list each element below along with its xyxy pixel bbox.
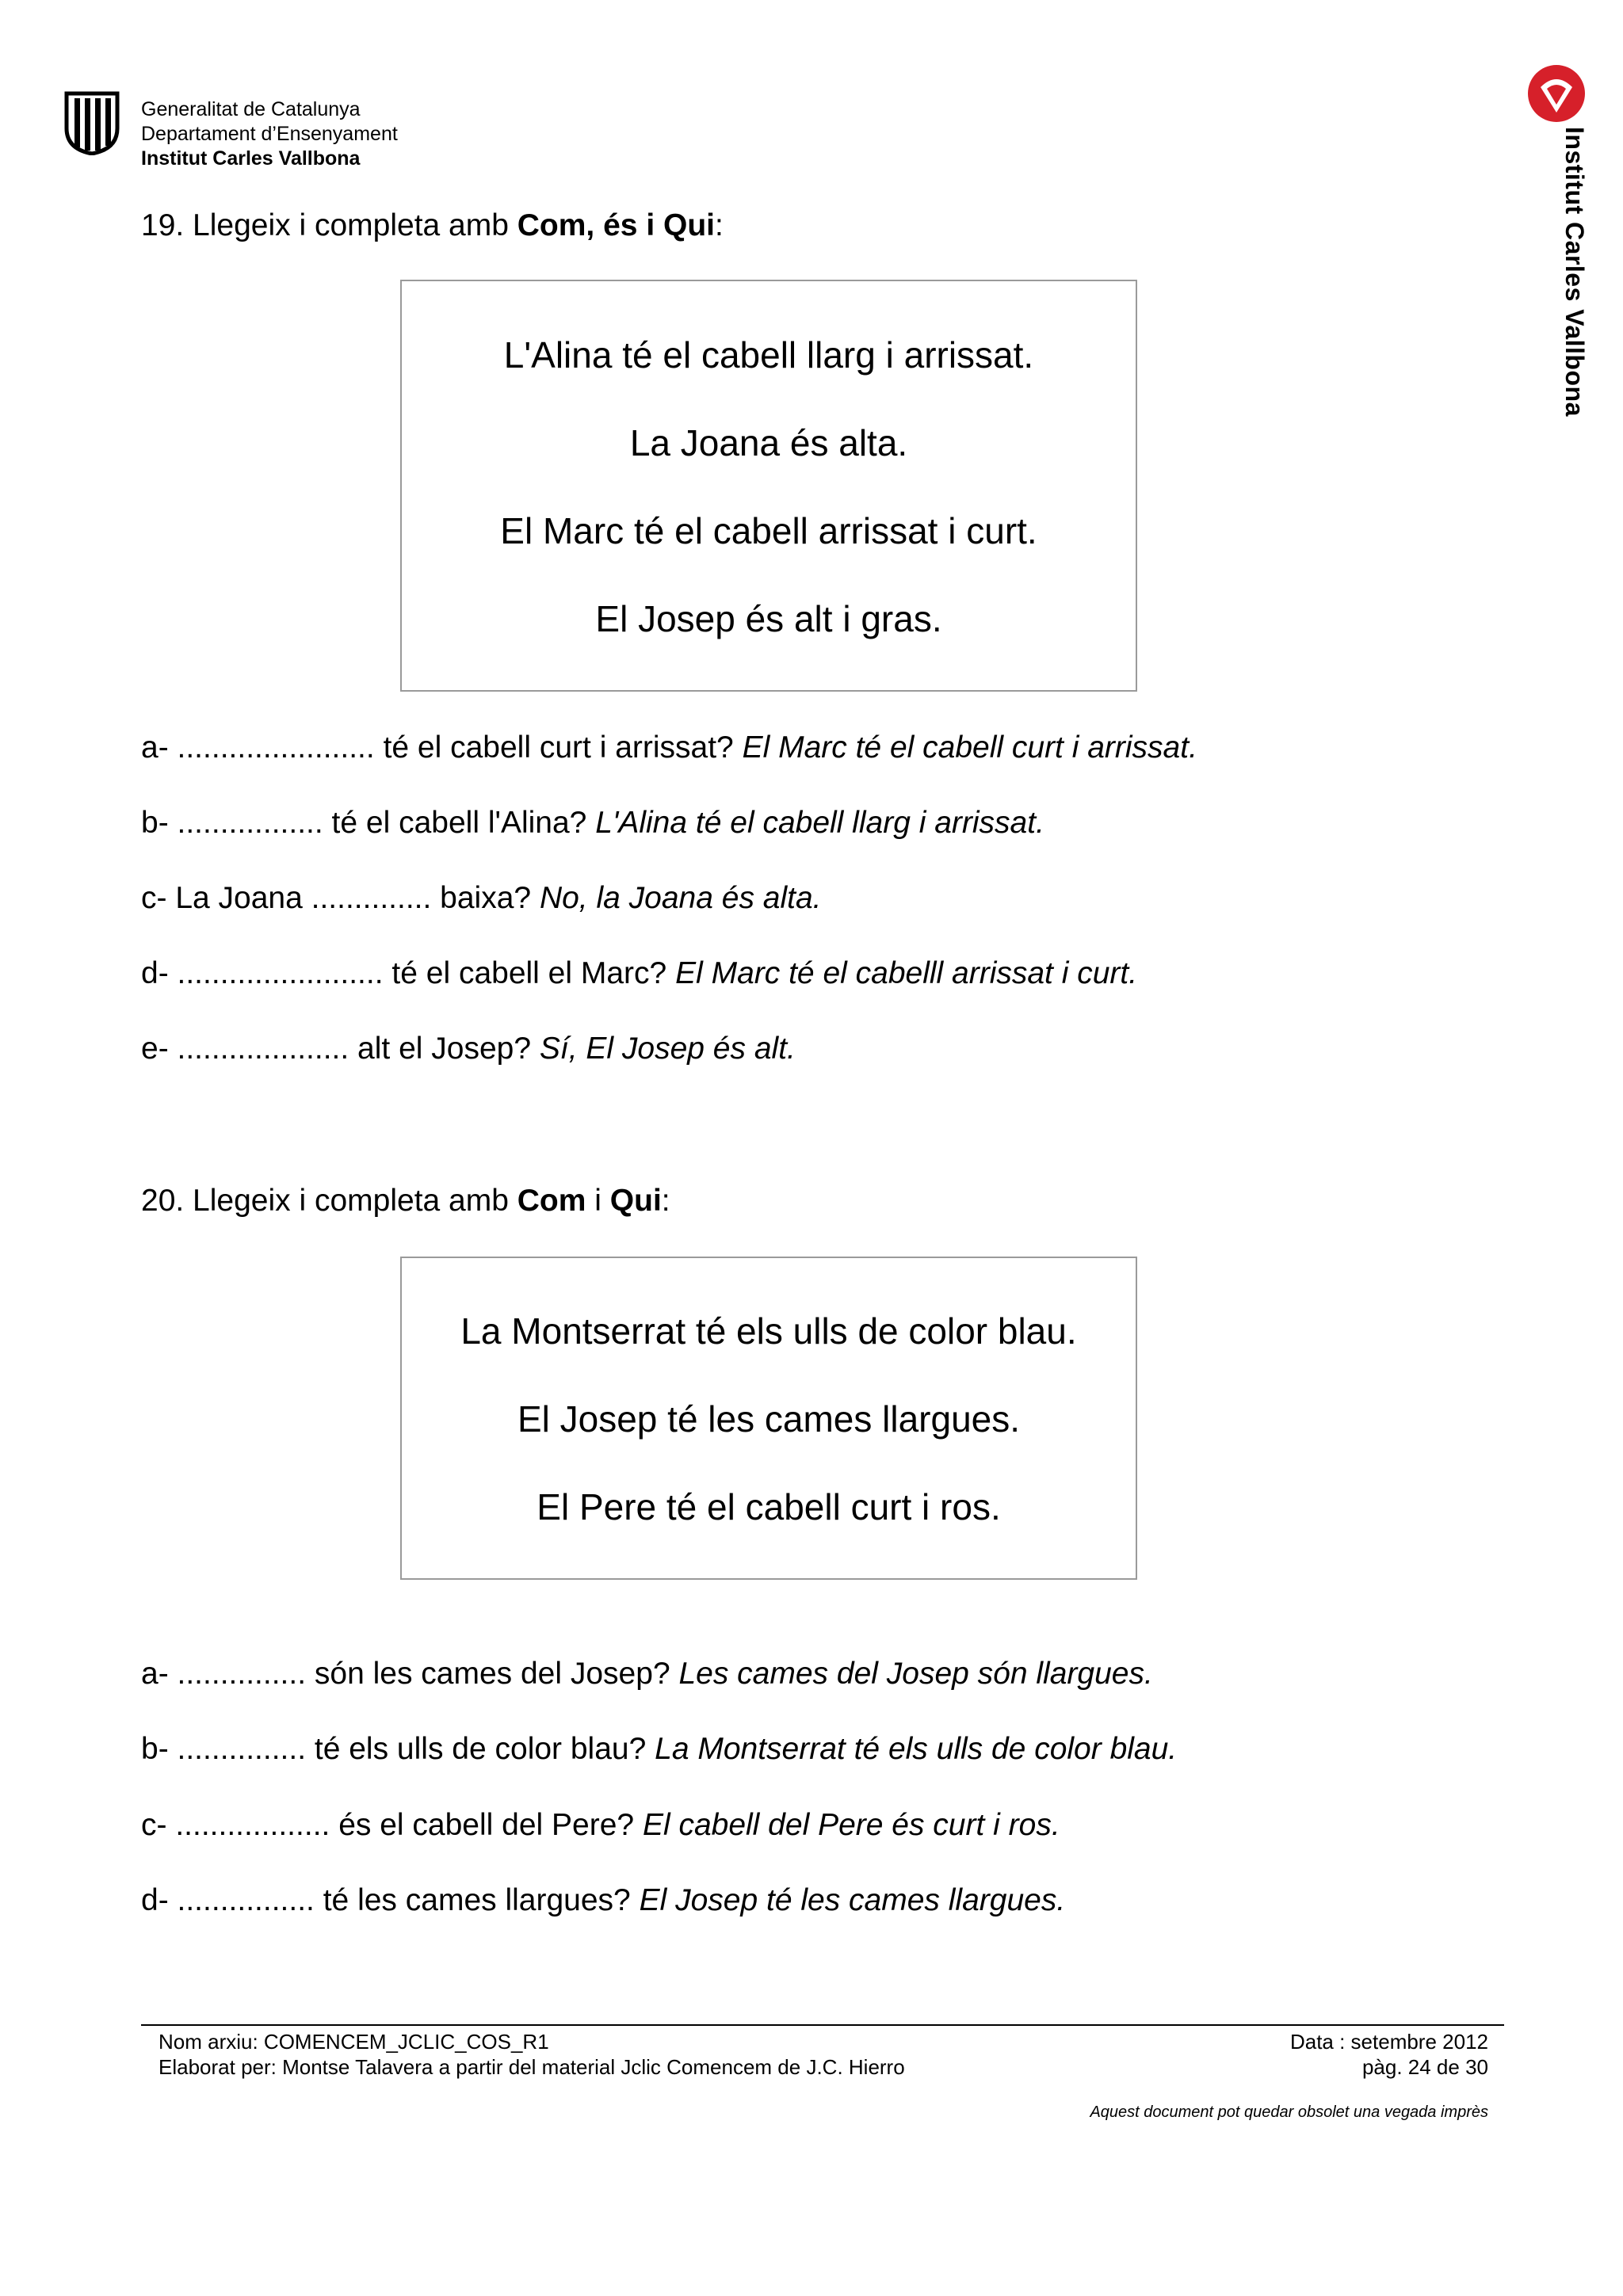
question-text: b- ............... té els ulls de color blau?	[141, 1732, 655, 1766]
exercise-20-title-keyword-1: Com	[517, 1184, 586, 1218]
exercise-20-box-line: La Montserrat té els ulls de color blau.	[460, 1310, 1077, 1352]
exercise-19-box-line: El Marc té el cabell arrissat i curt.	[500, 510, 1037, 551]
answer-text: El cabell del Pere és curt i ros.	[642, 1808, 1060, 1842]
exercise-19-question-e	[141, 1032, 796, 1066]
question-text: d- ................ té les cames llargues?	[141, 1883, 640, 1917]
exercise-19-title	[141, 208, 724, 243]
question-text: a- ............... són les cames del Josep?	[141, 1657, 679, 1691]
exercise-19-question-b	[141, 806, 1044, 841]
exercise-19-title-keywords: Com, és i Qui	[517, 208, 715, 242]
exercise-20-box-line: El Pere té el cabell curt i ros.	[537, 1486, 1001, 1527]
side-brand-text: Institut Carles Vallbona	[1560, 127, 1589, 417]
footer-right	[1189, 2029, 1488, 2080]
question-text: d- ........................ té el cabell el Marc?	[141, 956, 676, 990]
header-org-line3: Institut Carles Vallbona	[141, 147, 361, 170]
footer-disclaimer: Aquest document pot quedar obsolet una vegada imprès	[1090, 2103, 1488, 2121]
exercise-20-title-post: :	[661, 1184, 670, 1218]
question-text: a- ....................... té el cabell curt i arrissat?	[141, 730, 743, 765]
exercise-19-question-c	[141, 881, 822, 916]
generalitat-logo-icon	[62, 89, 122, 155]
exercise-19-question-a	[141, 730, 1197, 765]
exercise-20-text-box	[400, 1257, 1137, 1580]
answer-text: Les cames del Josep són llargues.	[678, 1657, 1153, 1691]
exercise-20-question-a	[141, 1657, 1153, 1691]
exercise-20-question-d	[141, 1883, 1065, 1918]
footer-author: Elaborat per: Montse Talavera a partir del material Jclic Comencem de J.C. Hierro	[158, 2055, 905, 2079]
exercise-20-question-c	[141, 1808, 1060, 1843]
header-org-line1: Generalitat de Catalunya	[141, 98, 361, 120]
footer-file-name: Nom arxiu: COMENCEM_JCLIC_COS_R1	[158, 2030, 549, 2054]
exercise-19-text-box	[400, 280, 1137, 692]
exercise-20-box-line: El Josep té les cames llargues.	[517, 1398, 1021, 1440]
header-org-line2: Departament d’Ensenyament	[141, 123, 398, 145]
exercise-19-question-d	[141, 956, 1137, 991]
exercise-19-title-pre: 19. Llegeix i completa amb	[141, 208, 517, 242]
exercise-19-box-line: El Josep és alt i gras.	[595, 598, 942, 639]
footer-left	[158, 2029, 905, 2080]
answer-text: El Marc té el cabell curt i arrissat.	[742, 730, 1197, 765]
question-text: b- ................. té el cabell l'Alina?	[141, 806, 596, 840]
exercise-19-box-line: L'Alina té el cabell llarg i arrissat.	[503, 334, 1034, 376]
footer-date: Data : setembre 2012	[1289, 2030, 1488, 2054]
answer-text: Sí, El Josep és alt.	[539, 1032, 796, 1066]
exercise-20-title-pre: 20. Llegeix i completa amb	[141, 1184, 517, 1218]
answer-text: No, la Joana és alta.	[539, 881, 822, 915]
footer-divider	[141, 2024, 1504, 2026]
exercise-20-title	[141, 1184, 670, 1219]
exercise-20-question-b	[141, 1732, 1177, 1767]
exercise-19-title-post: :	[714, 208, 724, 242]
question-text: e- .................... alt el Josep?	[141, 1032, 540, 1066]
exercise-19-box-line: La Joana és alta.	[629, 422, 908, 463]
answer-text: El Josep té les cames llargues.	[639, 1883, 1066, 1917]
header-organization	[141, 97, 398, 171]
exercise-20-title-mid: i	[586, 1184, 610, 1218]
institut-logo-icon	[1526, 63, 1587, 124]
question-text: c- .................. és el cabell del Pere?	[141, 1808, 643, 1842]
question-text: c- La Joana .............. baixa?	[141, 881, 540, 915]
exercise-20-title-keyword-2: Qui	[609, 1184, 662, 1218]
answer-text: La Montserrat té els ulls de color blau.	[655, 1732, 1178, 1766]
footer-page-number: pàg. 24 de 30	[1361, 2055, 1488, 2079]
answer-text: L'Alina té el cabell llarg i arrissat.	[595, 806, 1044, 840]
answer-text: El Marc té el cabelll arrissat i curt.	[675, 956, 1138, 990]
